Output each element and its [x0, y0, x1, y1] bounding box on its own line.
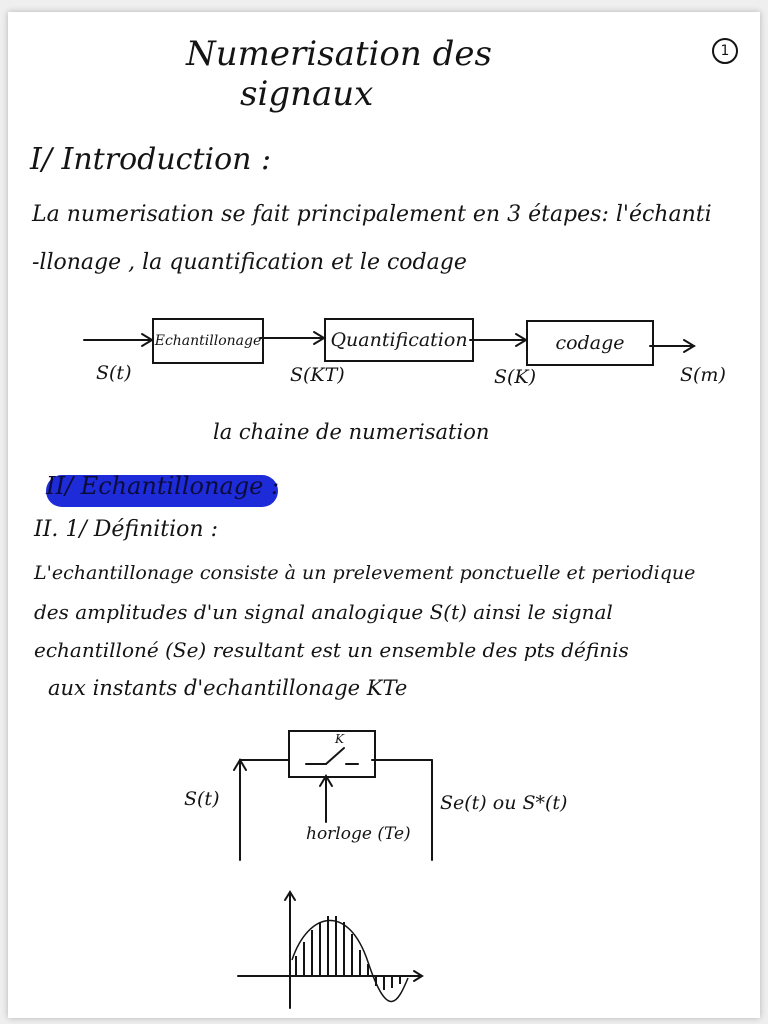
hand-drawn-lines: [8, 12, 760, 1018]
signal-s-k: S(K): [494, 366, 537, 388]
block-echantillonage: Echantillonage: [152, 318, 264, 364]
title-line-2: signaux: [240, 74, 374, 114]
clock-label: horloge (Te): [306, 824, 411, 844]
intro-line-2: -llonage , la quantification et le codage: [32, 250, 467, 275]
notebook-page: [8, 12, 760, 1018]
circuit-output-label: Se(t) ou S*(t): [440, 792, 568, 814]
block-codage: codage: [526, 320, 654, 366]
signal-s-kt: S(KT): [290, 364, 345, 386]
switch-blade: [326, 748, 344, 764]
subsection-definition-heading: II. 1/ Définition :: [34, 517, 219, 542]
switch-k-label: K: [335, 732, 344, 746]
signal-envelope: [292, 920, 408, 1001]
chain-caption: la chaine de numerisation: [213, 420, 490, 444]
signal-s-t: S(t): [96, 362, 132, 384]
circuit-input-label: S(t): [184, 788, 220, 810]
definition-line-1: L'echantillonage consiste à un prelevement ponctuelle et periodique: [34, 562, 696, 584]
block-quantification: Quantification: [324, 318, 474, 362]
definition-line-4: aux instants d'echantillonage KTe: [48, 676, 408, 700]
signal-s-m: S(m): [680, 364, 726, 386]
section-introduction-heading: I/ Introduction :: [30, 142, 272, 177]
intro-line-1: La numerisation se fait principalement en 3 étapes: l'échanti: [32, 202, 712, 227]
page-number: 1: [712, 38, 738, 64]
definition-line-3: echantilloné (Se) resultant est un ensemble des pts définis: [34, 638, 629, 662]
section-echantillonage-heading: II/ Echantillonage :: [46, 472, 280, 500]
title-line-1: Numerisation des: [186, 34, 492, 74]
definition-line-2: des amplitudes d'un signal analogique S(t) ainsi le signal: [34, 600, 613, 624]
